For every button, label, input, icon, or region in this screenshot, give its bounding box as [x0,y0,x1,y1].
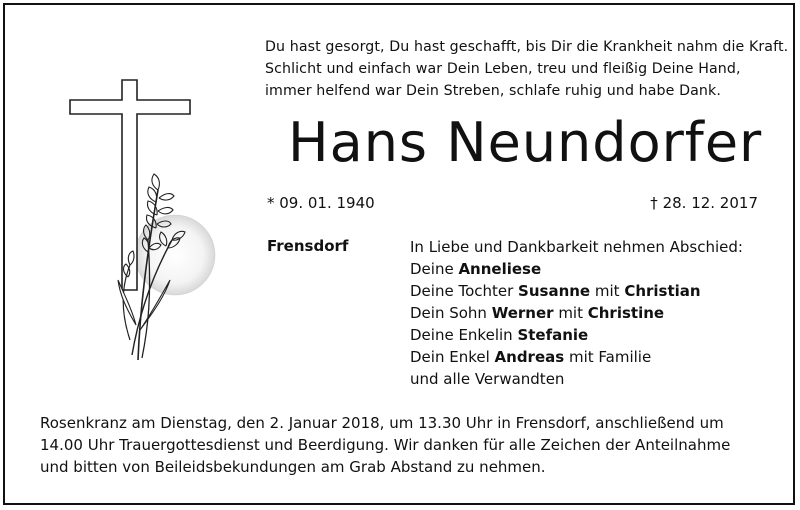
poem-verse [265,36,789,102]
footer-line: Rosenkranz am Dienstag, den 2. Januar 2018, um 13.30 Uhr in Frensdorf, anschließend um [40,414,724,432]
service-details [40,412,780,478]
place-of-residence: Frensdorf [267,237,349,255]
mourner-name: Werner [491,304,554,322]
mourner-conjunction: mit [590,282,625,300]
mourner-name: Anneliese [458,260,542,278]
mourner-conjunction: mit [553,304,588,322]
mourner-line [410,302,743,324]
footer-line: und bitten von Beileidsbekundungen am Grab Abstand zu nehmen. [40,458,546,476]
mourner-suffix: mit Familie [564,348,652,366]
mourner-line [410,346,743,368]
footer-line: 14.00 Uhr Trauergottesdienst und Beerdigung. Wir danken für alle Zeichen der Anteilnahme [40,436,731,454]
mourner-relation: Dein Enkel [410,348,495,366]
verse-line: immer helfend war Dein Streben, schlafe ruhig und habe Dank. [265,83,721,99]
mourners-list [410,236,743,390]
mourner-relation: Dein Sohn [410,304,492,322]
deceased-name: Hans Neundorfer [288,111,763,174]
mourner-name: Andreas [494,348,565,366]
mourner-relation: Deine [410,260,459,278]
mourner-name: Christine [587,304,665,322]
cross-with-wheat-icon [60,70,230,370]
mourner-line [410,258,743,280]
mourner-name: Susanne [518,282,591,300]
verse-line: Du hast gesorgt, Du hast geschafft, bis Dir die Krankheit nahm die Kraft. [265,39,789,55]
mourner-name: Christian [624,282,701,300]
mourner-name: Stefanie [517,326,589,344]
birth-date: * 09. 01. 1940 [267,194,375,212]
mourner-relation: Deine Enkelin [410,326,518,344]
mourner-line: und alle Verwandten [410,370,565,388]
mourner-relation: Deine Tochter [410,282,519,300]
mourners-intro: In Liebe und Dankbarkeit nehmen Abschied: [410,238,743,256]
death-date: † 28. 12. 2017 [650,194,758,212]
mourner-line [410,280,743,302]
mourner-line [410,324,743,346]
verse-line: Schlicht und einfach war Dein Leben, treu und fleißig Deine Hand, [265,61,741,77]
